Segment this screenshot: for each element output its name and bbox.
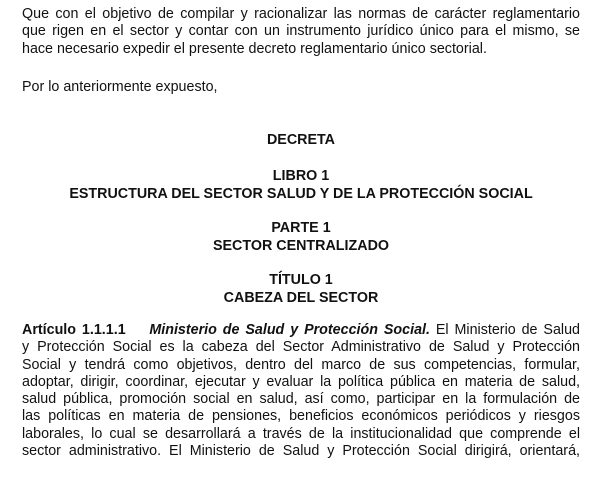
article-line: Social y tendrá como objetivos, dentro del marco de sus competencias, formular, <box>22 356 580 373</box>
paragraph-line: Que con el objetivo de compilar y racionalizar las normas de carácter reglamentario <box>22 6 580 22</box>
article-line: adoptar, dirigir, coordinar, ejecutar y evaluar la política pública en materia de salud, <box>22 373 580 390</box>
expuesto-paragraph: Por lo anteriormente expuesto, <box>22 79 218 95</box>
parte-title: SECTOR CENTRALIZADO <box>212 238 390 254</box>
paragraph-line: hace necesario expedir el presente decreto reglamentario único sectorial. <box>22 40 487 57</box>
article-line: sector administrativo. El Ministerio de Salud y Protección Social dirigirá, orientará, <box>22 443 580 460</box>
article-1-1-1-1 <box>22 322 580 460</box>
article-line: y Protección Social es la cabeza del Sector Administrativo de Salud y Protección <box>22 339 580 356</box>
paragraph-line: que rigen en el sector y contar con un instrumento jurídico único para el mismo, se <box>22 23 580 40</box>
article-name: Ministerio de Salud y Protección Social. <box>149 322 430 338</box>
article-line: salud pública, promoción social en salud, así como, participar en la formulación de <box>22 391 580 408</box>
decreta-heading: DECRETA <box>266 132 336 148</box>
article-line: laborales, lo cual se desarrollará a través de la institucionalidad que comprende el <box>22 425 580 442</box>
titulo-label: TÍTULO 1 <box>269 272 333 288</box>
article-first-line <box>22 322 580 339</box>
titulo-title: CABEZA DEL SECTOR <box>223 290 379 306</box>
libro-title: ESTRUCTURA DEL SECTOR SALUD Y DE LA PROTECCIÓN SOCIAL <box>69 186 533 202</box>
parte-label: PARTE 1 <box>271 220 331 236</box>
article-line: las políticas en materia de pensiones, beneficios económicos periódicos y riesgos <box>22 408 580 425</box>
considerando-paragraph <box>22 6 580 58</box>
libro-label: LIBRO 1 <box>272 168 330 184</box>
article-first-line-text: El Ministerio de Salud <box>435 322 580 338</box>
article-number: Artículo 1.1.1.1 <box>22 322 126 338</box>
